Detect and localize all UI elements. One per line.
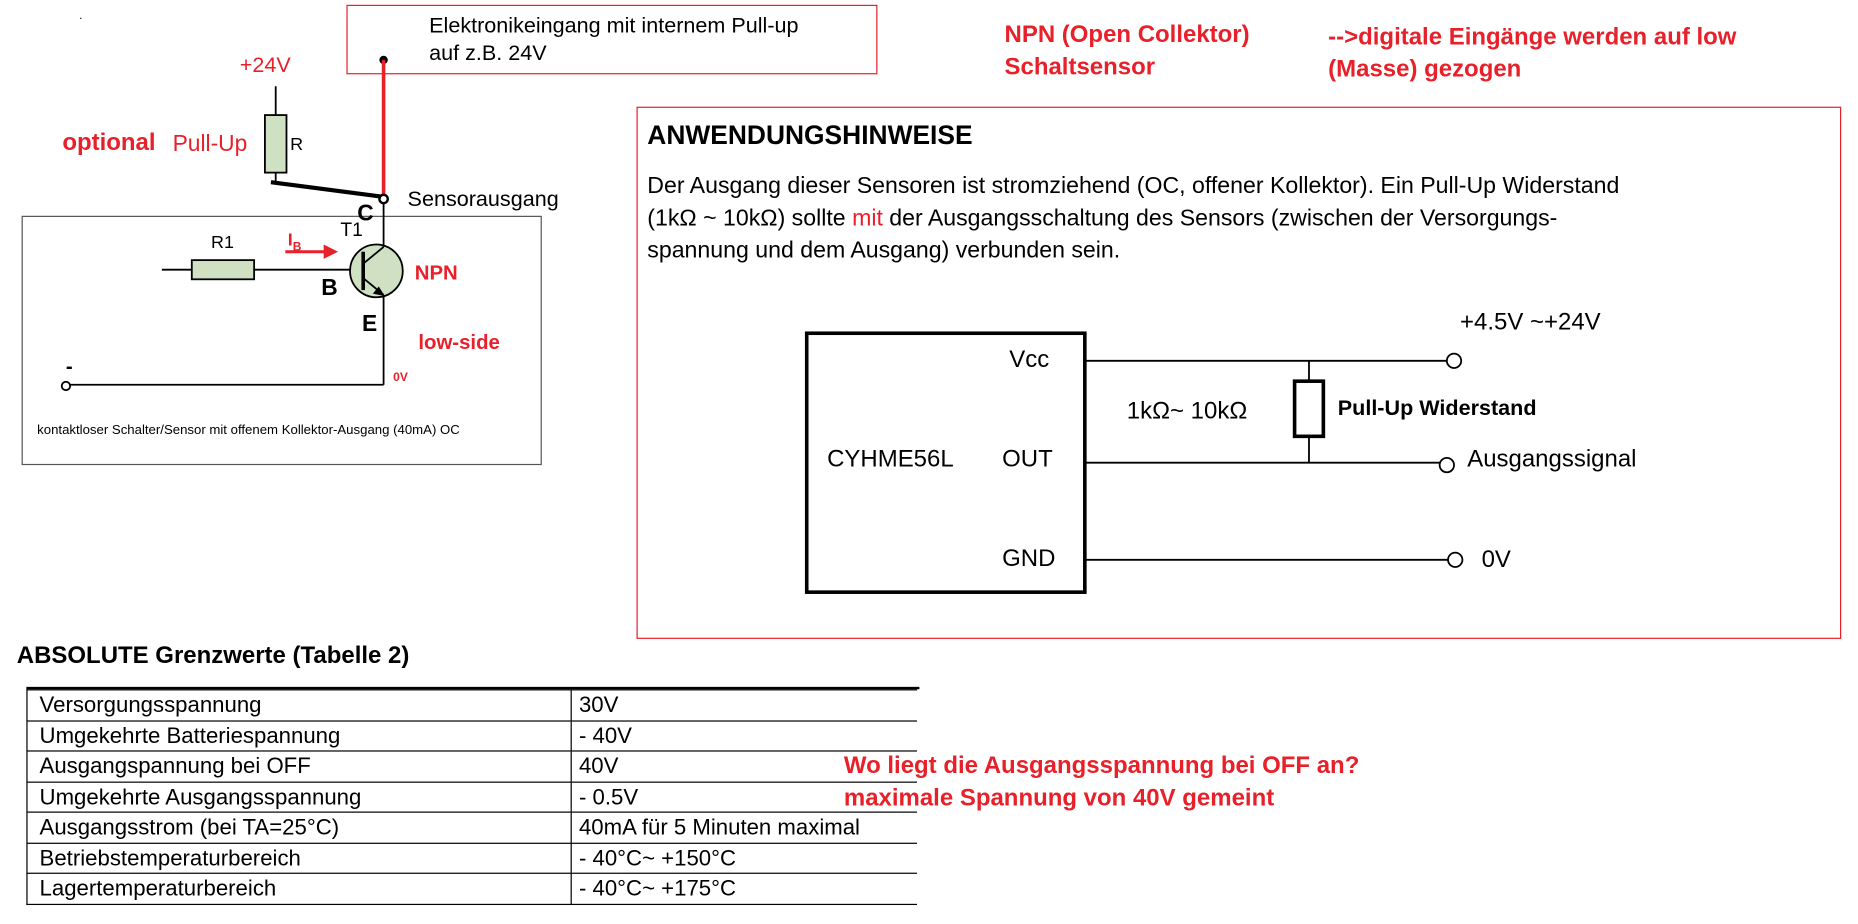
application-notes-line2: (1kΩ ~ 10kΩ) sollte mit der Ausgangsschaltung des Sensors (zwischen der Versorgungs-: [647, 206, 1558, 232]
application-notes-title: ANWENDUNGSHINWEISE: [647, 119, 973, 150]
chip-name: CYHME56L: [827, 445, 954, 473]
table-cell-value: - 40V: [571, 720, 917, 751]
pin-gnd: GND: [1002, 545, 1056, 572]
table-cell-value: - 0.5V: [571, 782, 917, 813]
table-cell-value: 40V: [571, 751, 917, 782]
limits-table: [26, 689, 917, 904]
npn-title-line2: Schaltsensor: [1004, 53, 1156, 75]
minus-label: -: [65, 354, 73, 378]
pin-vcc: Vcc: [1009, 346, 1050, 373]
table-row: [27, 751, 917, 782]
pullup-label: Pull-Up: [172, 131, 248, 158]
digital-note-line1: -->digitale Eingänge werden auf low: [1328, 23, 1737, 51]
table-row: [27, 873, 917, 904]
table-row: [27, 843, 917, 874]
table-row: [27, 720, 917, 751]
transistor-t1-label: T1: [340, 220, 363, 241]
table-cell-value: - 40°C~ +175°C: [571, 873, 917, 904]
lowside-label: low-side: [418, 330, 500, 354]
highlight-mit: mit: [852, 206, 883, 232]
vcc-terminal: [1447, 354, 1461, 368]
resistor-range-label: 1kΩ~ 10kΩ: [1126, 397, 1248, 425]
resistor-r1-label: R1: [210, 232, 234, 253]
sensor-caption: kontaktloser Schalter/Sensor mit offenem Kollektor-Ausgang (40mA) OC: [37, 423, 460, 438]
stray-dot: .: [79, 9, 83, 23]
supply-range-label: +4.5V ~+24V: [1460, 309, 1601, 336]
table-cell-parameter: Umgekehrte Ausgangsspannung: [27, 782, 571, 813]
pullup-resistor: [1295, 381, 1324, 436]
pullup-input-line2: auf z.B. 24V: [429, 40, 547, 65]
emitter-label: E: [362, 311, 378, 337]
npn-label: NPN: [414, 261, 458, 285]
table-cell-value: 30V: [571, 690, 917, 721]
base-label: B: [321, 275, 338, 301]
table-row: [27, 690, 917, 721]
table-row: [27, 812, 917, 843]
table-cell-parameter: Ausgangspannung bei OFF: [27, 751, 571, 782]
application-notes-line1: Der Ausgang dieser Sensoren ist stromziehend (OC, offener Kollektor). Ein Pull-Up Widerstand: [647, 173, 1620, 199]
optional-label: optional: [62, 129, 156, 156]
question-line1: Wo liegt die Ausgangsspannung bei OFF an?: [843, 752, 1360, 780]
table-cell-parameter: Betriebstemperaturbereich: [27, 843, 571, 874]
table-row: [27, 782, 917, 813]
collector-label: C: [357, 201, 374, 227]
table-cell-parameter: Versorgungsspannung: [27, 690, 571, 721]
table-cell-parameter: Lagertemperaturbereich: [27, 873, 571, 904]
digital-note-line2: (Masse) gezogen: [1328, 56, 1522, 83]
question-line2: maximale Spannung von 40V gemeint: [843, 785, 1275, 812]
zero-v-label: 0V: [393, 371, 408, 385]
out-terminal: [1440, 458, 1454, 472]
supply-24v-label: +24V: [239, 52, 291, 77]
gnd-terminal: [1448, 553, 1462, 567]
ground-0v-label: 0V: [1481, 546, 1511, 573]
sensor-output-label: Sensorausgang: [407, 186, 559, 211]
table-cell-value: - 40°C~ +150°C: [571, 843, 917, 874]
pullup-resistor-label: Pull-Up Widerstand: [1337, 395, 1537, 420]
pin-out: OUT: [1002, 445, 1053, 473]
application-notes-line3: spannung und dem Ausgang) verbunden sein.: [647, 238, 1121, 264]
table-cell-parameter: Ausgangsstrom (bei TA=25°C): [27, 812, 571, 843]
limits-table-title: ABSOLUTE Grenzwerte (Tabelle 2): [16, 642, 410, 669]
table-cell-value: 40mA für 5 Minuten maximal: [571, 812, 917, 843]
resistor-r-label: R: [290, 134, 304, 155]
npn-title-line1: NPN (Open Collektor): [1004, 21, 1250, 48]
output-signal-label: Ausgangssignal: [1467, 445, 1637, 473]
pullup-input-line1: Elektronikeingang mit internem Pull-up: [429, 13, 799, 38]
base-current-label: $I_B$: [287, 230, 302, 255]
table-cell-parameter: Umgekehrte Batteriespannung: [27, 720, 571, 751]
